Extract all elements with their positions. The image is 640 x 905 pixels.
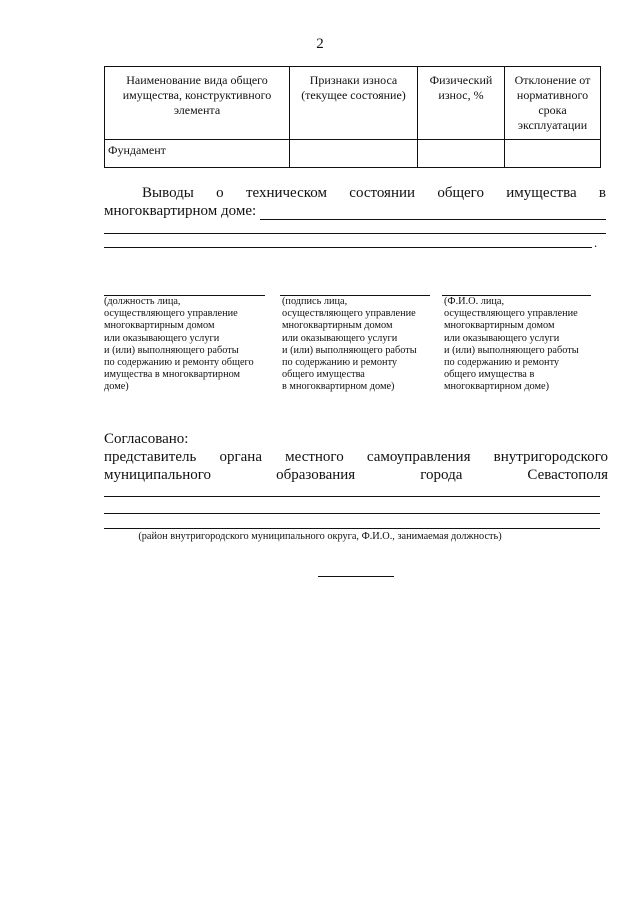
header-physical-wear: Физический износ, %: [418, 67, 505, 140]
conclusion-word: техническом: [245, 185, 327, 201]
conclusion-word: состоянии: [349, 185, 416, 201]
wear-table: [104, 66, 601, 168]
page-number: 2: [316, 36, 324, 52]
end-separator: [318, 576, 394, 577]
table-cell[interactable]: [505, 140, 601, 168]
agreement-representative: [104, 448, 608, 484]
signature-caption-sign: (подпись лица, осуществляющего управление многоквартирным домом или оказывающего услуги и (или) выполняющего работы по содержанию и ремонту общего имущества в многоквартирном доме): [282, 296, 417, 393]
agreement-word: внутригородского: [493, 449, 608, 465]
table-cell[interactable]: [418, 140, 505, 168]
conclusion-word: общего: [437, 185, 484, 201]
agreement-word: муниципального: [104, 467, 212, 483]
table-cell[interactable]: [290, 140, 418, 168]
agreement-heading: Согласовано:: [104, 431, 189, 447]
agreement-word: Севастополя: [527, 467, 608, 483]
agreement-fill-line[interactable]: [104, 528, 600, 529]
agreement-word: образования: [276, 467, 356, 483]
agreement-fill-line[interactable]: [104, 513, 600, 514]
agreement-word: органа: [219, 449, 262, 465]
conclusion-end-mark: .: [594, 235, 598, 250]
conclusion-label: многоквартирном доме:: [104, 203, 257, 219]
header-deviation: Отклонение от нормативного срока эксплуатации: [505, 67, 601, 140]
table-header-row: [105, 67, 601, 140]
agreement-caption: (район внутригородского муниципального округа, Ф.И.О., занимаемая должность): [138, 531, 502, 542]
table-row: [105, 140, 601, 168]
conclusion-block: [104, 184, 606, 220]
conclusion-fill-line[interactable]: [104, 247, 592, 248]
agreement-row-1: [104, 448, 608, 466]
agreement-word: представитель: [104, 449, 197, 465]
agreement-fill-line[interactable]: [104, 496, 600, 497]
signature-caption-position: (должность лица, осуществляющего управление многоквартирным домом или оказывающего услуги и (или) выполняющего работы по содержанию и ремонту общего имущества в многоквартирном доме): [104, 296, 254, 393]
conclusion-word: в: [598, 185, 606, 201]
header-wear-signs: Признаки износа (текущее состояние): [290, 67, 418, 140]
conclusion-fill-line[interactable]: [104, 233, 606, 234]
header-element-name: Наименование вида общего имущества, конструктивного элемента: [105, 67, 290, 140]
conclusion-fill-line[interactable]: [260, 205, 606, 220]
agreement-row-2: [104, 466, 608, 484]
table-cell: Фундамент: [105, 140, 290, 168]
conclusion-word: Выводы: [142, 185, 194, 201]
conclusion-line-2: [104, 202, 606, 220]
conclusion-word: о: [216, 185, 224, 201]
conclusion-line-1: [104, 184, 606, 202]
agreement-word: самоуправления: [366, 449, 471, 465]
conclusion-word: имущества: [506, 185, 577, 201]
agreement-word: местного: [285, 449, 344, 465]
agreement-word: города: [420, 467, 463, 483]
signature-caption-name: (Ф.И.О. лица, осуществляющего управление многоквартирным домом или оказывающего услуги и (или) выполняющего работы по содержанию и ремонту общего имущества в многоквартирном доме): [444, 296, 579, 393]
